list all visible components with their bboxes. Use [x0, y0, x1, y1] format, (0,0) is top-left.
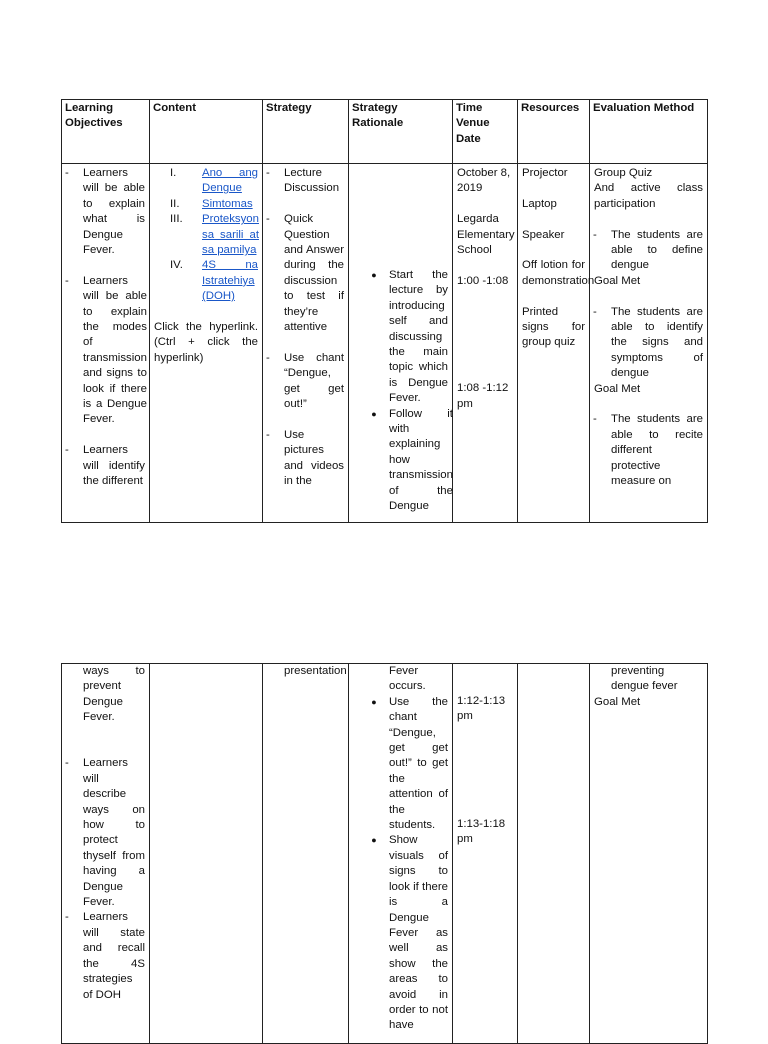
resources-cell [518, 664, 590, 1044]
strategy-item: presentation [284, 665, 347, 677]
evaluation-cell [590, 164, 708, 523]
objective-item: - Learners will be able to explain the modes of transmission and signs to look if there is a Dengue Fever. [65, 274, 147, 426]
content-item: II. Simtomas [170, 197, 253, 210]
goal-met-label: Goal Met [594, 274, 641, 287]
time-slot: 1:08 -1:12 pm [457, 382, 509, 410]
rationale-item: ● Follow it with explaining how transmission of the Dengue [371, 407, 453, 513]
resource-item: Projector [522, 167, 568, 179]
rationale-cell [349, 164, 453, 523]
evaluation-cell [590, 664, 708, 1044]
rationale-item: ● Use the chant “Dengue, get get out!” to get the attention of the students. [371, 695, 448, 832]
objective-item: ways to prevent Dengue Fever. [83, 665, 145, 724]
resource-item: Speaker [522, 228, 565, 241]
resources-cell [518, 164, 595, 523]
strategy-cell [263, 664, 349, 1044]
rationale-item: ● Show visuals of signs to look if there is a Dengue Fever as well as show the areas to avoid in order to not have [371, 834, 448, 1032]
content-link-simtomas[interactable]: Simtomas [202, 197, 253, 210]
rationale-item: ● Start the lecture by introducing self and discussing the main topic which is Dengue Fever. [371, 269, 448, 405]
content-item: IV. 4S na Istratehiya (DOH) [170, 259, 258, 303]
evaluation-intro: And active class participation [594, 182, 703, 210]
goal-met-label: Goal Met [594, 382, 641, 395]
content-item: I. Ano ang Dengue [170, 167, 258, 195]
time-venue-date-cell [453, 164, 518, 523]
objectives-cell [62, 164, 150, 523]
resource-item: Printed signs for group quiz [522, 305, 585, 349]
content-note: Click the hyperlink. (Ctrl + click the hyperlink) [154, 321, 258, 364]
body-row [62, 164, 708, 523]
content-link-4s-istratehiya[interactable]: 4S na Istratehiya (DOH) [202, 259, 258, 303]
header-learning-objectives: Learning Objectives [62, 100, 150, 164]
content-link-ano-ang-dengue[interactable]: Ano ang Dengue [202, 167, 258, 195]
header-resources: Resources [518, 100, 590, 164]
rationale-item: Fever occurs. [389, 665, 426, 693]
header-evaluation-method: Evaluation Method [590, 100, 708, 164]
objective-item: - Learners will describe ways on how to protect thyself from having a Dengue Fever. [65, 757, 145, 909]
objective-item: - Learners will state and recall the 4S strategies of DOH [65, 911, 145, 1001]
objective-item: - Learners will be able to explain what is Dengue Fever. [65, 167, 145, 257]
lesson-plan-table-page2 [61, 663, 708, 1044]
evaluation-item: - The students are able to define dengue [593, 228, 703, 272]
evaluation-intro: Group Quiz [594, 167, 653, 179]
time-slot: 1:00 -1:08 [457, 274, 509, 287]
strategy-item: - Lecture Discussion [266, 167, 340, 195]
content-item: III. Proteksyon sa sarili at sa pamilya [170, 213, 259, 257]
evaluation-item: - The students are able to recite different protective measure on [593, 413, 703, 488]
event-venue: Legarda Elementary School [457, 213, 515, 257]
content-link-proteksyon[interactable]: Proteksyon sa sarili at sa pamilya [202, 213, 259, 257]
time-slot: 1:12-1:13 pm [457, 695, 506, 723]
strategy-cell [263, 164, 349, 523]
header-time-venue-date: Time Venue Date [453, 100, 518, 164]
strategy-item: - Use pictures and videos in the [266, 428, 344, 488]
time-cell [453, 664, 518, 1044]
rationale-cell [349, 664, 453, 1044]
header-strategy: Strategy [263, 100, 349, 164]
header-strategy-rationale: Strategy Rationale [349, 100, 453, 164]
event-date: October 8, 2019 [457, 167, 511, 195]
content-cell [150, 164, 263, 523]
goal-met-label: Goal Met [594, 695, 641, 708]
resource-item: Off lotion for demonstration [522, 259, 595, 287]
objective-item: - Learners will identify the different [65, 444, 145, 488]
body-row-continued [62, 664, 708, 1044]
resource-item: Laptop [522, 197, 557, 210]
evaluation-item: preventing dengue fever [611, 665, 678, 693]
time-slot: 1:13-1:18 pm [457, 817, 506, 846]
content-cell [150, 664, 263, 1044]
strategy-item: - Use chant “Dengue, get get out!” [266, 351, 344, 411]
lesson-plan-table-page1 [61, 99, 708, 523]
header-content: Content [150, 100, 263, 164]
strategy-item: - Quick Question and Answer during the discussion to test if they’re attentive [266, 213, 344, 334]
evaluation-item: - The students are able to identify the signs and symptoms of dengue [593, 305, 703, 380]
objectives-cell [62, 664, 150, 1044]
header-row [62, 100, 708, 164]
